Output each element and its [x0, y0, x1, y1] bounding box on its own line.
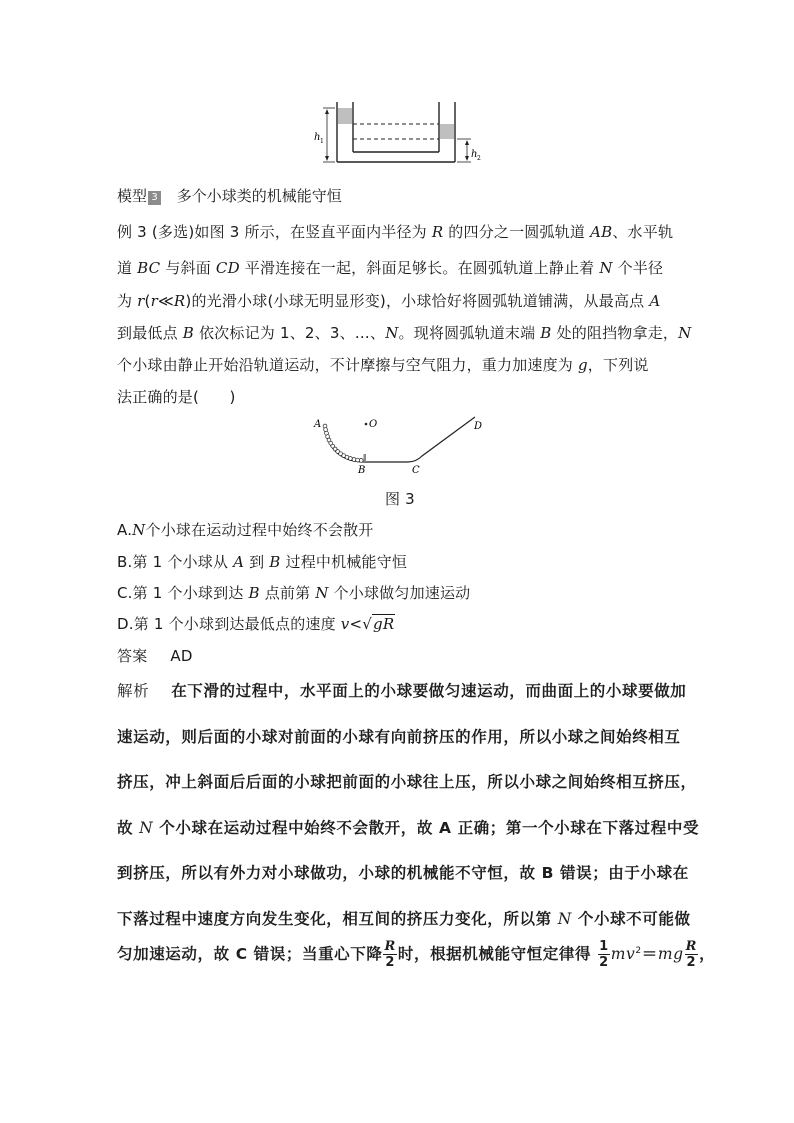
h2-subscript: 2	[477, 155, 481, 162]
fraction-1-over-2: $\frac{1}{2}$	[599, 939, 609, 970]
h2-label: h	[471, 149, 478, 160]
answer-value: AD	[170, 647, 193, 665]
section-heading	[117, 185, 342, 206]
question-line-2: 道 BC 与斜面 CD 平滑连接在一起，斜面足够长。在圆弧轨道上静止着 N 个半径	[117, 259, 664, 277]
question-line-1: 例 3 (多选)如图 3 所示，在竖直平面内半径为 R 的四分之一圆弧轨道 AB、水平轨	[117, 223, 674, 241]
fraction-R-over-2-rhs: $\frac{R}{2}$	[685, 939, 698, 970]
question-line-6: 法正确的是( )	[117, 388, 236, 406]
analysis-line-4: 故 N 个小球在运动过程中始终不会散开，故 A 正确；第一个小球在下落过程中受	[117, 819, 700, 837]
answer-label: 答案	[117, 647, 148, 665]
analysis-line-2: 速运动，则后面的小球对前面的小球有向前挤压的作用，所以小球之间始终相互	[117, 728, 681, 746]
section-number-badge: 3	[148, 191, 161, 205]
section-title: 多个小球类的机械能守恒	[176, 187, 342, 205]
option-a: A.N个小球在运动过程中始终不会散开	[117, 521, 374, 539]
option-d: D.第 1 个小球到达最低点的速度 v<√gR	[117, 615, 395, 633]
analysis-line-1: 解析 在下滑的过程中，水平面上的小球要做匀速运动，而曲面上的小球要做加	[117, 682, 687, 700]
question-line-5: 个小球由静止开始沿轨道运动，不计摩擦与空气阻力，重力加速度为 g，下列说	[117, 356, 649, 374]
u-tube-figure	[305, 100, 505, 175]
question-line-4: 到最低点 B 依次标记为 1、2、3、…、N。现将圆弧轨道末端 B 处的阻挡物拿走，N	[117, 324, 692, 342]
label-B: B	[358, 465, 366, 476]
question-line-3: 为 r(r≪R)的光滑小球(小球无明显形变)，小球恰好将圆弧轨道铺满，从最高点 A	[117, 292, 661, 310]
option-b: B.第 1 个小球从 A 到 B 过程中机械能守恒	[117, 553, 408, 571]
fraction-R-over-2: $\frac{R}{2}$	[384, 939, 396, 970]
section-prefix: 模型	[117, 187, 148, 205]
analysis-line-6: 下落过程中速度方向发生变化，相互间的挤压力变化，所以第 N 个小球不可能做	[117, 910, 691, 928]
label-C: C	[412, 465, 420, 476]
answer-line	[117, 645, 193, 666]
h1-label: h	[314, 132, 321, 143]
option-c: C.第 1 个小球到达 B 点前第 N 个小球做匀加速运动	[117, 584, 471, 602]
h1-subscript: 1	[320, 138, 324, 145]
analysis-line-5: 到挤压，所以有外力对小球做功，小球的机械能不守恒，故 B 错误；由于小球在	[117, 864, 689, 882]
label-D: D	[474, 421, 483, 432]
figure-3-track-diagram	[310, 414, 500, 476]
label-O: O	[369, 419, 378, 430]
analysis-line-3: 挤压，冲上斜面后后面的小球把前面的小球往上压，所以小球之间始终相互挤压，	[117, 773, 697, 791]
sqrt-gR: gR	[373, 615, 395, 633]
label-A: A	[314, 419, 322, 430]
balls-on-arc	[323, 424, 363, 462]
analysis-label: 解析	[117, 682, 150, 700]
analysis-line-7: 匀加速运动，故 C 错误；当重心下降 $\frac{R}{2}$ 时，根据机械能守恒定律得 $\frac{1}{2}$ $mv^2=mg$ $\frac{R}{2}$ ，	[117, 939, 716, 970]
figure-3-caption: 图 3	[385, 490, 415, 508]
